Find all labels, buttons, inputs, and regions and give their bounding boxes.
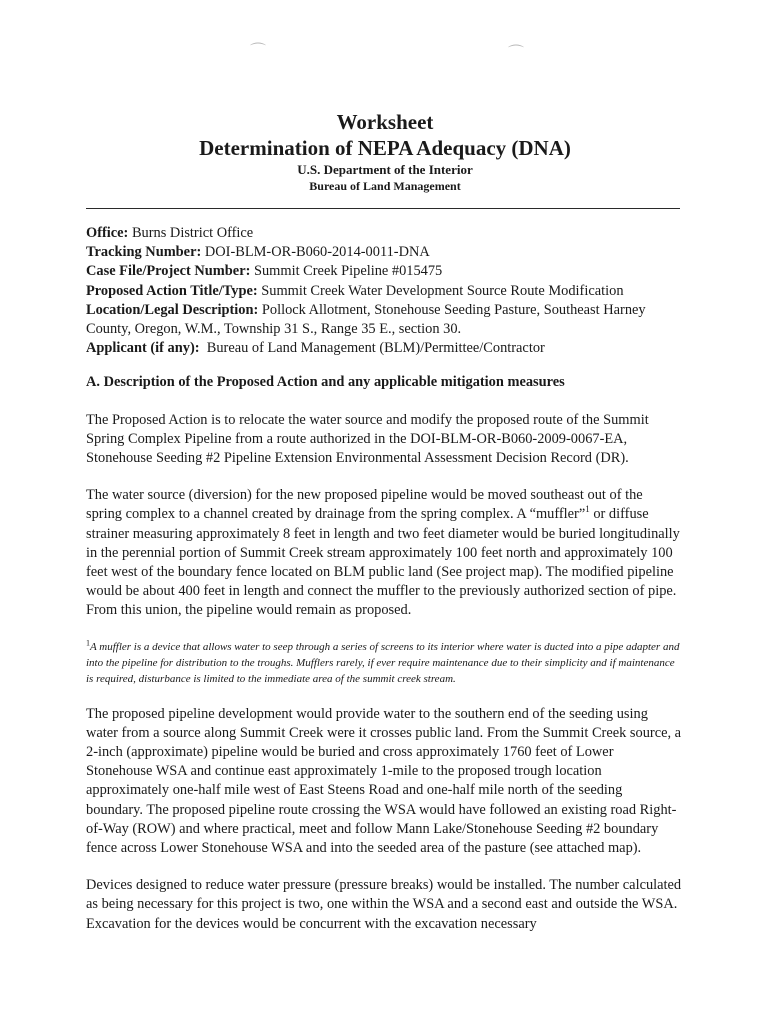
document-body	[86, 224, 682, 934]
location-value: Pollock Allotment, Stonehouse Seeding Pasture, Southeast Harney County, Oregon, W.M., Township 31 S., Range 35 E., section 30.	[86, 301, 646, 338]
tracking-value: DOI-BLM-OR-B060-2014-0011-DNA	[204, 244, 430, 261]
tracking-label: Tracking Number:	[86, 244, 202, 261]
bureau-name: Bureau of Land Management	[309, 179, 461, 193]
action-line	[86, 282, 682, 301]
document-subtitle: Determination of NEPA Adequacy (DNA)	[199, 136, 571, 160]
applicant-value: Bureau of Land Management (BLM)/Permittee/Contractor	[206, 340, 545, 357]
worksheet-title: Worksheet	[336, 110, 434, 134]
applicant-line	[86, 339, 682, 358]
proposed-action-paragraph: The Proposed Action is to relocate the water source and modify the proposed route of the Summit Spring Complex Pipeline from a route authorized in the DOI-BLM-OR-B060-2009-0067-EA, Stonehouse Seeding #2 Pipeline Extension Environmental Assessment Decision Record (DR).	[86, 411, 649, 467]
footnote-text: A muffler is a device that allows water to seep through a series of screens to its interior where water is ducted into a pipe adapter and into the pipeline for distribution to the troughs. Mufflers rarely, if ever require maintenance due to their simplicity and if maintenance is required, disturbance is limited to the immediate area of the summit creek stream.	[86, 640, 680, 685]
header-divider	[86, 208, 680, 209]
scan-mark-right: ⌒	[508, 45, 525, 62]
location-line	[86, 301, 682, 339]
tracking-line	[86, 243, 682, 262]
water-source-text-1: The water source (diversion) for the new proposed pipeline would be moved southeast out of the spring complex to a channel created by drainage from the spring complex. A “muffler”	[86, 487, 643, 523]
water-source-text-2: or diffuse strainer measuring approximately 8 feet in length and two feet diameter would be buried longitudinally in the perennial portion of Summit Creek stream approximately 100 feet north and approximately 100 feet west of the boundary fence located on BLM public land (See project map). The modified pipeline would be about 400 feet in length and connect the muffler to the previously authorized section of pipe. From this union, the pipeline would remain as proposed.	[86, 506, 680, 619]
scan-mark-left: ⌒	[250, 43, 267, 60]
action-label: Proposed Action Title/Type:	[86, 282, 258, 299]
section-a-heading: A. Description of the Proposed Action and any applicable mitigation measures	[86, 374, 565, 391]
footnote-number: 1	[86, 638, 90, 647]
office-value: Burns District Office	[131, 225, 254, 241]
department-name: U.S. Department of the Interior	[297, 162, 473, 177]
action-value: Summit Creek Water Development Source Route Modification	[261, 282, 624, 299]
location-label: Location/Legal Description:	[86, 301, 259, 318]
pipeline-development-paragraph: The proposed pipeline development would provide water to the southern end of the seeding using water from a source along Summit Creek were it crosses public land. From the Summit Creek source, a 2-inch (approximate) pipeline would be buried and cross approximately 1760 feet of Lower Stonehouse WSA and continue east approximately 1-mile to the proposed trough location approximately one-half mile west of East Steens Road and one-half mile north of the seeding boundary. The proposed pipeline route crossing the WSA would have followed an existing road Right-of-Way (ROW) and where practical, meet and follow Mann Lake/Stonehouse Seeding #2 boundary fence across Lower Stonehouse WSA and into the seeded area of the pasture (see attached map).	[86, 705, 682, 857]
pressure-devices-paragraph: Devices designed to reduce water pressure (pressure breaks) would be installed. The number calculated as being necessary for this project is two, one within the WSA and a second east and outside the WSA. Excavation for the devices would be concurrent with the excavation necessary	[86, 877, 682, 932]
applicant-label: Applicant (if any):	[86, 340, 200, 357]
casefile-label: Case File/Project Number:	[86, 263, 251, 280]
footnote-reference: 1	[585, 504, 590, 515]
casefile-value: Summit Creek Pipeline #015475	[253, 263, 443, 280]
casefile-line	[86, 262, 682, 281]
office-line	[86, 224, 682, 243]
muffler-footnote	[86, 639, 682, 687]
water-source-paragraph	[86, 486, 682, 620]
office-label: Office:	[86, 225, 129, 241]
